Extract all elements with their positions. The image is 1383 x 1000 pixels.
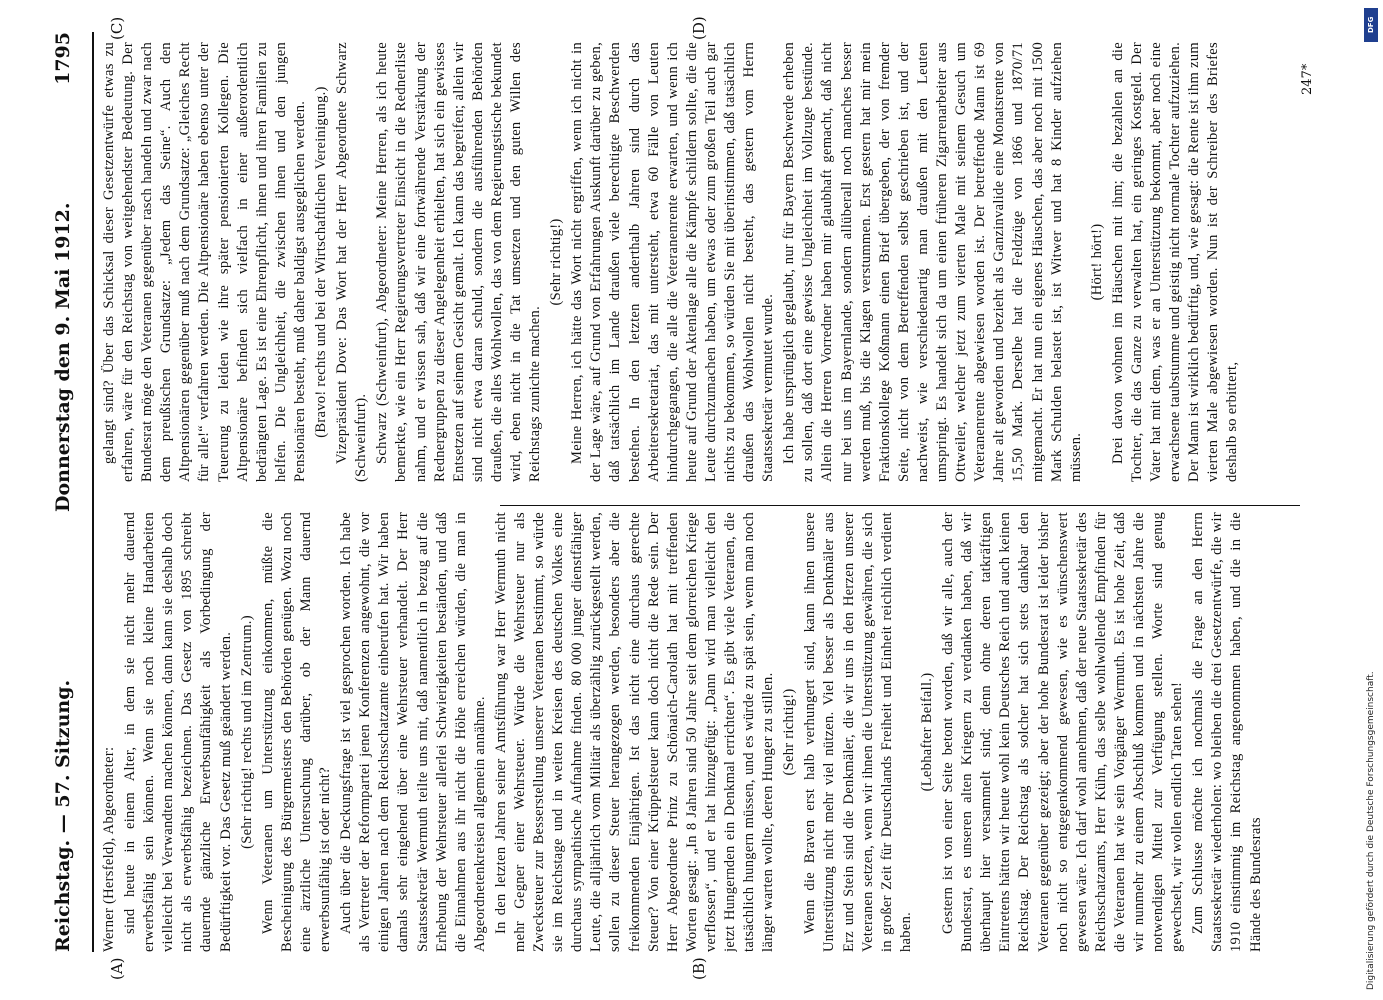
margin-letter-d: (D) xyxy=(690,16,708,40)
header-rule xyxy=(92,32,94,952)
left-column xyxy=(100,512,1310,952)
margin-letter-c: (C) xyxy=(108,16,126,40)
page-header xyxy=(52,32,86,952)
left-column-paragraph: (Sehr richtig! rechts und im Zentrum.) xyxy=(238,615,255,849)
right-column-paragraph: Ich habe ursprünglich geglaubt, nur für Bayern Beschwerde erheben zu sollen, daß dort eine gewisse Ungleichheit im Vollzuge bestünde. Allein die Herren Vorredner haben mir glaubhaft gemacht, daß nicht nur bei uns im Bayernlande, sondern allüberall noch manches besser werden muß, bis die Klagen verstummen. Erst gestern hat mir mein Fraktionskollege Koßmann einen Brief übergeben, der von fremder Seite, nicht von dem Betreffenden selbst geschrieben ist, und der nachweist, wie verschiedenartig man draußen mit den Leuten umspringt. Es handelt sich da um einen früheren Zigarrenarbeiter aus Ottweiler, welcher jetzt zum vierten Male mit seinem Gesuch um Veteranenrente abgewiesen worden ist. Der betreffende Mann ist 69 Jahre alt geworden und bezieht als Ganzinvalide eine Monatsrente von 15,50 Mark. Derselbe hat die Feldzüge von 1866 und 1870/71 mitgemacht. Er hat nun ein eigenes Häuschen, das aber noch mit 1500 Mark Schulden belastet ist, ist Witwer und hat 8 Kinder aufziehen müssen. xyxy=(781,42,1084,482)
left-column-paragraph: Gestern ist von einer Seite betont worden, daß wir alle, auch der Bundesrat, es unseren alten Kriegern zu verdanken haben, daß wir überhaupt hier versammelt sind; denn ohne deren tatkräftigen Eintretens hätten wir heute wohl kein Deutsches Reich und auch keinen Reichstag. Der Reichstag als solcher hat sich stets dankbar den Veteranen gegenüber gezeigt; aber der hohe Bundesrat ist leider bisher noch nicht so entgegenkommend gewesen, wie es wünschenswert gewesen wäre. Ich darf wohl annehmen, daß der neue Staatssekretär des Reichsschatzamts, Herr Kühn, das selbe wohlwollende Empfinden für die Veteranen hat wie sein Vorgänger Wermuth. Es ist hohe Zeit, daß wir nunmehr zu einem Abschluß kommen und in nächsten Jahre die notwendigen Mittel zur Verfügung stellen. Worte sind genug gewechselt, wir wollen endlich Taten sehen! xyxy=(940,512,1186,952)
right-column-paragraph: (Bravo! rechts und bei der Wirtschaftlichen Vereinigung.) xyxy=(313,86,330,438)
left-column-paragraph: Wenn Veteranen um Unterstützung einkommen, müßte die Bescheinigung des Bürgermeisters den Behörden genügen. Wozu noch eine ärztliche Untersuchung darüber, ob der Mann dauernd erwerbsunfähig ist oder nicht? xyxy=(259,512,334,952)
margin-letter-a: (A) xyxy=(108,957,126,980)
left-column-paragraph: (Lebhafter Beifall.) xyxy=(918,672,935,792)
right-column xyxy=(100,42,1310,482)
left-column-paragraph: (Sehr richtig!) xyxy=(781,688,798,776)
margin-letter-b: (B) xyxy=(690,957,708,980)
left-column-paragraph: In den letzten Jahren seiner Amtsführung war Herr Wermuth nicht mehr Gegner einer Wehrsteuer. Würde die Wehrsteuer nur als Zwecksteuer zur Besserstellung unserer Veteranen bestimmt, so würde sie im Reichstage und in weiten Kreisen des deutschen Volkes eine durchaus sympathische Aufnahme finden. 80 000 junger dienstfähiger Leute, die alljährlich vom Militär als überzählig zurückgestellt werden, sollen zu dieser Steuer herangezogen werden, besonders aber die freikommenden Einjährigen. Ist das nicht eine durchaus gerechte Steuer? Von einer Krüppelsteuer kann doch nicht die Rede sein. Der Herr Abgeordnete Prinz zu Schönaich-Carolath hat mit treffenden Worten gesagt: „In 8 Jahren sind 50 Jahre seit dem glorreichen Kriege verflossen“, und er hat hinzugefügt: „Dann wird man vielleicht den jetzt Hungernden ein Denkmal errichten“. Es gibt viele Veteranen, die tatsächlich hungern müssen, und es würde zu spät sein, wenn man noch länger warten wollte, deren Hunger zu stillen. xyxy=(492,512,777,952)
left-column-paragraph: sind heute in einem Alter, in dem sie nicht mehr dauernd erwerbsfähig sein können. Wenn sie noch kleine Handarbeiten vielleicht bei Verwandten machen können, dann kann sie deshalb doch nicht als erwerbsfähig bezeichnen. Das Gesetz von 1895 schreibt dauernde gänzliche Erwerbsunfähigkeit als Vorbedingung der Bedürftigkeit vor. Das Gesetz muß geändert werden. xyxy=(122,512,234,952)
left-column-paragraph: Zum Schlusse möchte ich nochmals die Frage an den Herrn Staatssekretär wiederholen: wo bleiben die drei Gesetzentwürfe, die wir 1910 einstimmig im Reichstag angenommen haben, und die in die Hände des Bundesrats xyxy=(1190,512,1264,952)
digitization-credit: Digitalisierung gefördert durch die Deutsche Forschungsgemeinschaft. xyxy=(1366,671,1376,990)
speaker-line: Werner (Hersfeld), Abgeordneter: xyxy=(101,746,117,952)
left-column-paragraph: Wenn die Braven erst halb verhungert sind, kann ihnen unsere Unterstützung nicht mehr viel nützen. Viel besser als Denkmäler aus Erz und Stein sind die Denkmäler, die wir uns in den Herzen unserer Veteranen setzen, wenn wir ihnen die Unterstützung gewähren, die sich in großer Zeit für Deutschlands Freiheit und Einheit reichlich verdient haben. xyxy=(802,512,914,952)
right-column-paragraph: Meine Herren, ich hätte das Wort nicht ergriffen, wenn ich nicht in der Lage wäre, auf Grund von Erfahrungen Auskunft darüber zu geben, daß tatsächlich im Lande draußen viele berechtigte Beschwerden bestehen. In den letzten anderthalb Jahren sind durch das Arbeitersekretariat, das mit untersteht, etwa 60 Fälle von Leuten hindurchgegangen, die alle die Veteranenrente erwarten, und wenn ich heute auf Grund der Aktenlage alle die Kämpfe schildern sollte, die die Leute durchzumachen haben, um etwas oder zum großen Teil auch gar nichts zu bekommen, so würden Sie mit überinstimmen, daß tatsächlich draußen das Wohlwollen nicht besteht, das gestern vom Herrn Staatssekretär vermutet wurde. xyxy=(569,42,777,482)
right-column-paragraph: Schwarz (Schweinfurt), Abgeordneter: Meine Herren, als ich heute bemerkte, wie ein Herr Regierungsvertreter Einsicht in die Rednerliste nahm, und er wissen sah, daß wir eine fortwährende Verstärkung der Rednergruppen zu dieser Angelegenheit erhielten, hat sich ein gewisses Entsetzen auf seinem Gesicht gemalt. Ich kann das begreifen; allein wir sind nicht etwa daran schuld, sondern die ausführenden Behörden draußen, die alles Wohlwollen, das von dem Regierungstische bekundet wird, eben nicht in die Tat umsetzen und den guten Willen des Reichstags zunichte machen. xyxy=(374,42,544,482)
left-column-paragraph: Auch über die Deckungsfrage ist viel gesprochen worden. Ich habe als Vertreter der Reformpartei jenen Konferenzen angewohnt, die vor einigen Jahren nach dem Reichsschatzamte einberufen hat. Wir haben damals sehr eingehend über eine Wehrsteuer verhandelt. Der Herr Staatssekretär Wermuth teilte uns mit, daß namentlich in bezug auf die Erhebung der Wehrsteuer allerlei Schwierigkeiten beständen, und daß die Einnahmen aus ihr nicht die Höhe erreichen würden, die man in Abgeordnetenkreisen allgemein annähme. xyxy=(338,512,488,952)
page-number: 1795 xyxy=(52,32,74,85)
header-session: Reichstag. — 57. Sitzung. xyxy=(52,679,74,952)
header-date: Donnerstag den 9. Mai 1912. xyxy=(52,202,74,512)
right-column-paragraph: (Sehr richtig!) xyxy=(548,218,565,306)
footer-mark: 247* xyxy=(1300,63,1315,95)
dfg-logo: DFG xyxy=(1364,8,1378,42)
right-column-paragraph: gelangt sind? Über das Schicksal dieser Gesetzentwürfe etwas zu erfahren, wäre für den Reichstag von weitgehendster Bedeutung. Der Bundesrat möge den Veteranen gegenüber rasch handeln und zwar nach dem preußischen Grundsatze: „Jedem das Seine“. Auch den Altpensionären gegenüber muß nach dem Grundsatze: „Gleiches Recht für alle!“ verfahren werden. Die Altpensionäre haben ebenso unter der Teuerung zu leiden wie ihre später pensionierten Kollegen. Die Altpensionäre befinden sich vielfach in einer außerordentlich bedrängten Lage. Es ist eine Ehrenpflicht, ihnen und ihren Familien zu helfen. Die Ungleichheit, die zwischen ihnen und den jungen Pensionären besteht, muß daher baldigst ausgeglichen werden. xyxy=(101,42,308,482)
right-column-paragraph: Drei davon wohnen im Häuschen mit ihm; die bezahlen an die Tochter, die das Ganze zu verwalten hat, ein geringes Kostgeld. Der Vater hat mit dem, was er an Unterstützung bekommt, aber noch eine erwachsene taubstumme und geistig nicht normale Tochter aufzuziehen. Der Mann ist wirklich bedürftig, und, wie gesagt: die Rente ist ihm zum vierten Male abgewiesen worden. Nun ist der Schreiber des Briefes deshalb so erbittert, xyxy=(1109,42,1241,482)
right-column-paragraph: (Hört! hört!) xyxy=(1088,223,1105,301)
column-separator xyxy=(500,505,1300,506)
right-column-paragraph: Vizepräsident Dove: Das Wort hat der Herr Abgeordnete Schwarz (Schweinfurt). xyxy=(334,42,370,482)
